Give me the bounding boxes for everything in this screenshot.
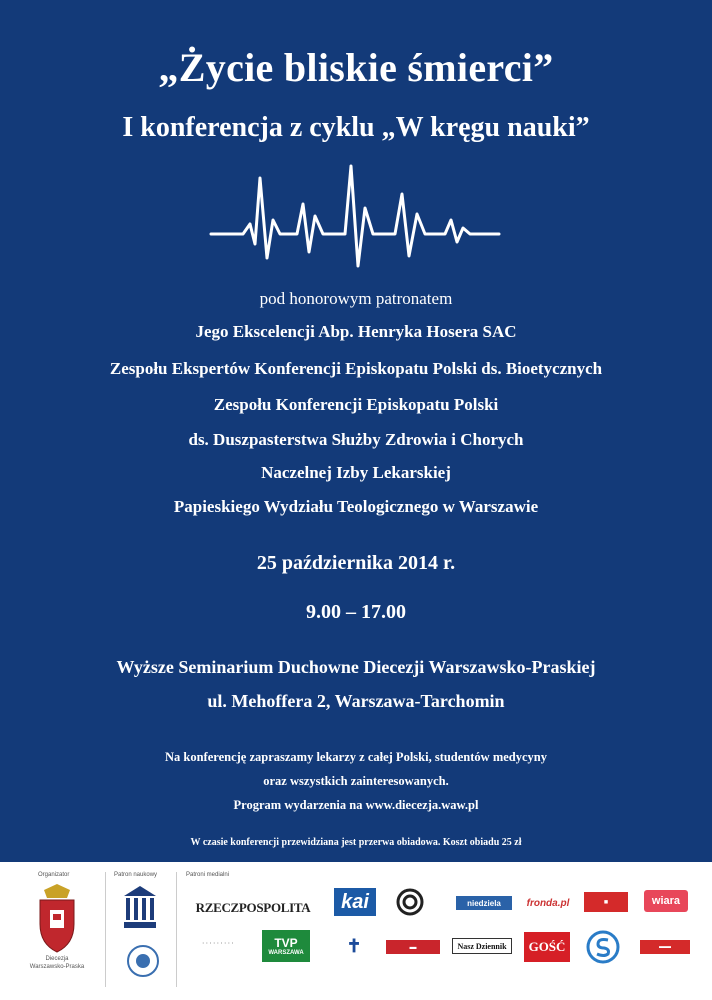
lunch-note: W czasie konferencji przewidziana jest przerwa obiadowa. Koszt obiadu 25 zł [190,837,522,848]
tvp-logo [262,930,310,962]
tvp-title: TVP [274,936,298,950]
wiara-logo: wiara [644,890,688,912]
gosc-logo: GOŚĆ [524,932,570,962]
patron-line: ds. Duszpasterstwa Służby Zdrowia i Chorych [188,430,524,449]
patron-label: Patron naukowy [114,872,158,878]
patronage-intro: pod honorowym patronatem [259,289,453,308]
organizer-name: Warszawsko-Praska [29,964,85,970]
red-bar-logo: ▬▬ [640,940,690,954]
red-banner-logo: ▬ [386,940,440,954]
rzeczpospolita-logo: RZECZPOSPOLITA [195,900,311,915]
patron-line: Zespołu Konferencji Episkopatu Polski [213,395,499,414]
patron-line: Zespołu Ekspertów Konferencji Episkopatu Polski ds. Bioetycznych [109,359,603,378]
patron-line: Naczelnej Izby Lekarskiej [261,463,451,482]
cross-radio-logo: ✝ [346,935,362,956]
fronda-logo: fronda.pl [526,897,570,909]
event-date: 25 października 2014 r. [256,552,456,574]
small-text-logo: · · · · · · · · · [202,941,234,947]
footer-divider [105,872,106,987]
event-time: 9.00 – 17.00 [306,601,406,623]
venue-name: Wyższe Seminarium Duchowne Diecezji Warszawsko-Praskiej [116,657,596,677]
venue-address: ul. Mehoffera 2, Warszawa-Tarchomin [207,691,505,711]
university-emblem-icon [122,884,158,932]
conference-subtitle: I konferencja z cyklu „W kręgu nauki” [122,112,590,143]
nasz-dziennik-logo: Nasz Dziennik [452,938,512,954]
kai-logo: kai [334,888,376,916]
patron-line: Jego Ekscelencji Abp. Henryka Hosera SAC [195,322,517,341]
organizer-name: Diecezja [45,956,69,962]
red-badge-logo: ■ [584,892,628,912]
s-circle-icon [586,930,620,964]
media-label: Patroni medialni [186,872,230,878]
conference-title: „Życie bliskie śmierci” [158,45,554,90]
patron-line: Papieskiego Wydziału Teologicznego w Warszawie [173,497,539,516]
program-link: Program wydarzenia na www.diecezja.waw.pl [233,798,479,812]
tvp-subtitle: WARSZAWA [268,950,304,956]
radio-waves-icon [392,888,428,916]
footer-divider [176,872,177,987]
sponsors-footer [0,862,712,1000]
heartbeat-icon [205,158,505,273]
diocese-crest-icon [34,884,80,954]
organizer-label: Organizator [38,872,70,878]
invitation-line: oraz wszystkich zainteresowanych. [263,774,449,788]
niedziela-logo: niedziela [456,896,512,910]
circle-seal-icon [126,944,160,978]
invitation-line: Na konferencję zapraszamy lekarzy z całej Polski, studentów medycyny [164,750,547,764]
